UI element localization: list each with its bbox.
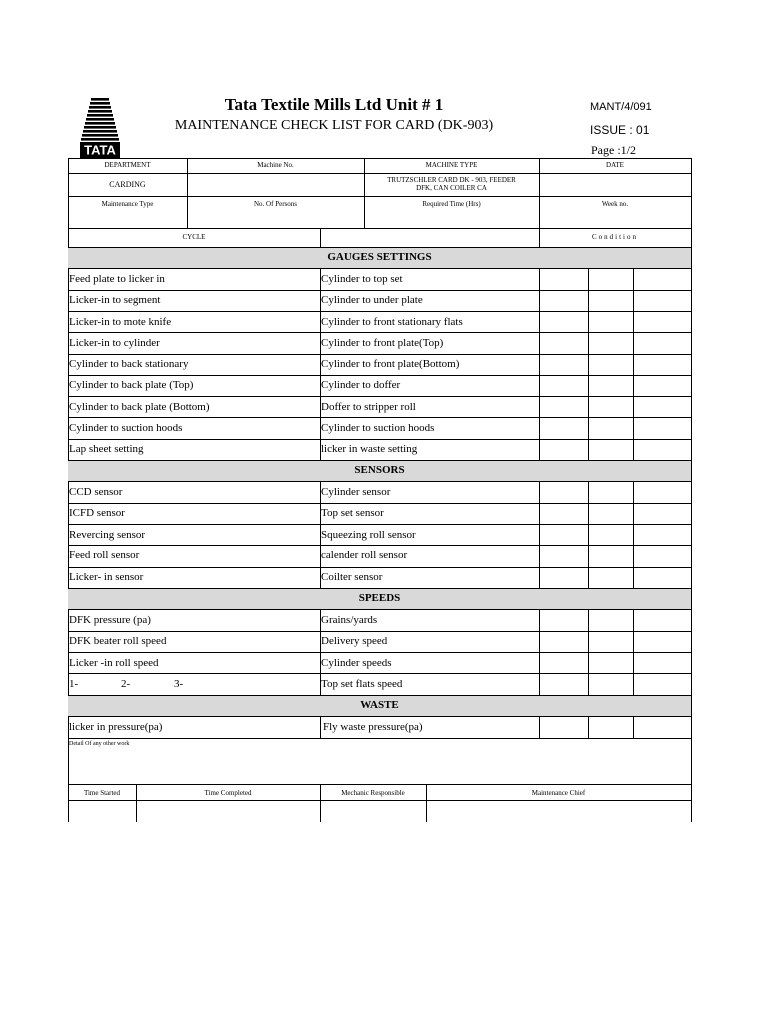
list-item: Cylinder to front plate(Bottom) <box>321 358 460 370</box>
grid-line <box>68 784 692 785</box>
list-item: Feed roll sensor <box>69 549 140 561</box>
list-item-number: 2- <box>121 678 131 690</box>
grid-line <box>320 716 321 738</box>
document-number: MANT/4/091 <box>590 101 652 113</box>
list-item: Feed plate to licker in <box>69 273 165 285</box>
tata-logo <box>80 96 120 158</box>
mechanic-label: Mechanic Responsible <box>341 789 405 797</box>
grid-line <box>588 609 589 695</box>
grid-line <box>68 545 692 546</box>
condition-label: Condition <box>591 233 638 241</box>
list-item: Top set flats speed <box>321 678 403 690</box>
date-label: DATE <box>606 161 624 169</box>
grid-line <box>68 738 692 739</box>
grid-line <box>68 439 692 440</box>
grid-line <box>68 588 692 589</box>
list-item: Cylinder to back plate (Top) <box>69 379 194 391</box>
list-item: licker in pressure(pa) <box>69 721 163 733</box>
list-item: Licker-in to mote knife <box>69 316 172 328</box>
gauges-settings-title: GAUGES SETTINGS <box>327 251 432 263</box>
list-item: Cylinder to under plate <box>321 294 423 306</box>
grid-line <box>633 716 634 738</box>
list-item: Cylinder to suction hoods <box>321 422 435 434</box>
cycle-label: CYCLE <box>182 233 206 241</box>
table-line <box>68 228 692 229</box>
page-number: Page :1/2 <box>591 143 636 157</box>
list-item: calender roll sensor <box>321 549 408 561</box>
table-line <box>320 228 321 247</box>
list-item: DFK beater roll speed <box>69 635 167 647</box>
list-item: Licker -in roll speed <box>69 657 159 669</box>
grid-line <box>68 354 692 355</box>
issue-number: ISSUE : 01 <box>590 123 650 137</box>
list-item: Top set sensor <box>321 507 384 519</box>
table-border-right <box>691 158 692 822</box>
grid-line <box>633 481 634 588</box>
grid-line <box>68 673 692 674</box>
list-item: Cylinder to back stationary <box>69 358 189 370</box>
time-started-label: Time Started <box>83 789 121 797</box>
grid-line <box>588 268 589 460</box>
grid-line <box>588 481 589 588</box>
grid-line <box>539 609 540 695</box>
grid-line <box>539 716 540 738</box>
grid-line <box>68 375 692 376</box>
table-border-top <box>68 158 692 159</box>
list-item: Fly waste pressure(pa) <box>323 721 423 733</box>
grid-line <box>539 481 540 588</box>
table-line <box>68 173 692 174</box>
list-item: Cylinder to front plate(Top) <box>321 337 444 349</box>
list-item: Revercing sensor <box>69 529 146 541</box>
list-item: Cylinder to front stationary flats <box>321 316 463 328</box>
required-time-label: Required Time (Hrs) <box>422 200 481 208</box>
grid-line <box>68 631 692 632</box>
grid-line <box>68 800 692 801</box>
grid-line <box>68 460 692 461</box>
grid-line <box>68 524 692 525</box>
list-item: Delivery speed <box>321 635 388 647</box>
list-item: Licker-in to cylinder <box>69 337 160 349</box>
list-item-number: 3- <box>174 678 184 690</box>
list-item: Doffer to stripper roll <box>321 401 416 413</box>
grid-line <box>588 716 589 738</box>
list-item: Licker- in sensor <box>69 571 144 583</box>
grid-line <box>68 695 692 696</box>
list-item-number: 1- <box>69 678 79 690</box>
grid-line <box>633 609 634 695</box>
list-item: Lap sheet setting <box>69 443 144 455</box>
list-item: Squeezing roll sensor <box>321 529 416 541</box>
list-item: Coilter sensor <box>321 571 383 583</box>
department-value: CARDING <box>109 180 146 189</box>
svg-text:TATA: TATA <box>84 142 116 158</box>
grid-line <box>68 567 692 568</box>
week-label: Week no. <box>601 200 629 208</box>
maintenance-chief-label: Maintenance Chief <box>531 789 586 797</box>
grid-line <box>68 609 692 610</box>
machine-type-line2: DFK, CAN COILER CA <box>416 184 487 192</box>
speeds-title: SPEEDS <box>358 592 401 604</box>
detail-label: Detail Of any other work <box>69 741 130 747</box>
form-title: MAINTENANCE CHECK LIST FOR CARD (DK-903) <box>174 118 494 133</box>
sensors-title: SENSORS <box>354 464 405 476</box>
list-item: licker in waste setting <box>321 443 418 455</box>
grid-line <box>539 268 540 460</box>
waste-title: WASTE <box>360 699 399 711</box>
grid-line <box>68 396 692 397</box>
grid-line <box>633 268 634 460</box>
time-completed-label: Time Completed <box>204 789 252 797</box>
grid-line <box>68 268 692 269</box>
list-item: Cylinder to doffer <box>321 379 401 391</box>
grid-line <box>68 503 692 504</box>
list-item: Cylinder to top set <box>321 273 403 285</box>
grid-line <box>68 652 692 653</box>
grid-line <box>68 481 692 482</box>
list-item: DFK pressure (pa) <box>69 614 151 626</box>
grid-line <box>68 417 692 418</box>
grid-line <box>68 716 692 717</box>
list-item: Licker-in to segment <box>69 294 161 306</box>
department-label: DEPARTMENT <box>104 161 151 169</box>
machine-type-line1: TRUTZSCHLER CARD DK - 903, FEEDER <box>387 176 516 184</box>
persons-label: No. Of Persons <box>254 200 297 208</box>
machine-type-label: MACHINE TYPE <box>425 161 478 169</box>
list-item: Cylinder to suction hoods <box>69 422 183 434</box>
grid-line <box>68 311 692 312</box>
list-item: Cylinder sensor <box>321 486 391 498</box>
maintenance-type-label: Maintenance Type <box>101 200 154 208</box>
list-item: Cylinder to back plate (Bottom) <box>69 401 210 413</box>
list-item: CCD sensor <box>69 486 123 498</box>
machine-no-label: Machine No. <box>257 161 294 169</box>
table-line <box>68 196 692 197</box>
company-name: Tata Textile Mills Ltd Unit # 1 <box>224 95 444 114</box>
list-item: ICFD sensor <box>69 507 125 519</box>
list-item: Cylinder speeds <box>321 657 392 669</box>
grid-line <box>68 332 692 333</box>
list-item: Grains/yards <box>321 614 378 626</box>
grid-line <box>68 290 692 291</box>
